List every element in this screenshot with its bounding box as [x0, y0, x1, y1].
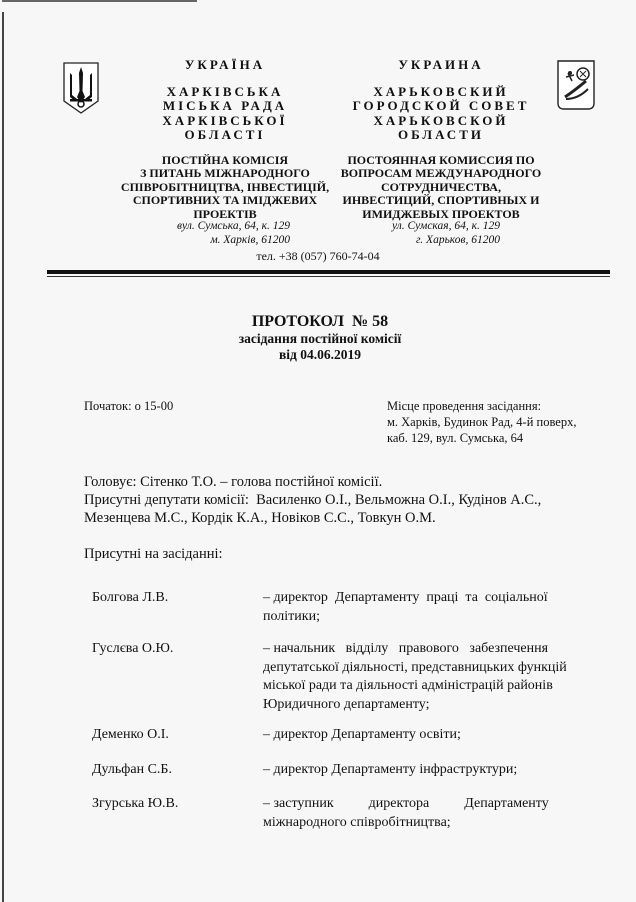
role-line: – директор Департаменту праці та соціальної: [263, 590, 548, 605]
attendee-name: Болгова Л.В.: [92, 590, 169, 605]
commission-ru-line: ПОСТОЯННАЯ КОМИССИЯ ПО: [347, 152, 535, 167]
commission-ua-line: З ПИТАНЬ МІЖНАРОДНОГО: [140, 166, 310, 180]
role-line: – директор Департаменту інфраструктури;: [263, 762, 518, 777]
venue-line: м. Харків, Будинок Рад, 4-й поверх,: [387, 415, 577, 429]
address-ua-line: вул. Сумська, 64, к. 129: [177, 220, 290, 232]
attendee-role: [263, 795, 602, 832]
meeting-start: Початок: о 15-00: [84, 399, 174, 413]
scan-edge-left: [2, 12, 4, 902]
ukraine-trident-icon: [62, 61, 100, 115]
venue-line: каб. 129, вул. Сумська, 64: [387, 431, 524, 445]
country-ru: УКРАИНА: [398, 57, 484, 72]
attendee-role: [263, 640, 602, 714]
council-ru-line: ХАРЬКОВСКОЙ ОБЛАСТИ: [373, 112, 509, 142]
role-line: міської ради та діяльності адміністрацій районів: [263, 678, 553, 694]
deputies-line: Присутні депутати комісії: Василенко О.І., Вельможна О.І., Кудінов А.С.,: [84, 492, 542, 508]
attendee-name: Згурська Ю.В.: [92, 796, 179, 811]
letterhead-divider: [47, 270, 610, 274]
address-ru-line: г. Харьков, 61200: [415, 234, 500, 246]
role-line: міжнародного співробітництва;: [263, 814, 451, 830]
letterhead-ru: [330, 58, 552, 221]
role-line: депутатської діяльності, представницьких функцій: [263, 659, 567, 675]
attendee-name: Гуслєва О.Ю.: [92, 641, 174, 656]
attendee-row: [92, 795, 602, 835]
phone: тел. +38 (057) 760-74-04: [256, 249, 380, 263]
council-ua-line: МІСЬКА РАДА: [162, 98, 288, 113]
meeting-venue: [387, 398, 617, 446]
attendee-name: Дульфан С.Б.: [92, 762, 172, 777]
commission-ru-line: ИНВЕСТИЦИЙ, СПОРТИВНЫХ И: [342, 193, 540, 207]
address-ru-line: ул. Сумская, 64, к. 129: [391, 220, 500, 232]
role-line: – директор Департаменту освіти;: [263, 727, 461, 742]
scan-edge-top: [2, 0, 197, 2]
council-ua-line: ХАРКІВСЬКА: [166, 83, 284, 99]
address-ru: [360, 219, 500, 247]
letterhead-divider-thin: [47, 276, 610, 277]
attendee-row: [92, 589, 602, 629]
protocol-subtitle: засідання постійної комісії: [238, 331, 402, 346]
attendee-role: [263, 589, 602, 626]
protocol-heading: [150, 312, 490, 363]
chair-line: Головує: Сітенко Т.О. – голова постійної комісії.: [84, 474, 383, 490]
attendee-name: Деменко О.І.: [92, 727, 169, 742]
attendee-role: [263, 726, 602, 745]
attendee-role: [263, 761, 602, 780]
present-heading: Присутні на засіданні:: [84, 546, 223, 562]
council-ru-line: ХАРЬКОВСКИЙ: [373, 83, 509, 99]
council-ru-line: ГОРОДСКОЙ СОВЕТ: [352, 98, 530, 113]
council-ua-line: ХАРКІВСЬКОЇ ОБЛАСТІ: [162, 112, 288, 142]
commission-ru-line: ВОПРОСАМ МЕЖДУНАРОДНОГО: [340, 166, 542, 180]
address-ua-line: м. Харків, 61200: [210, 234, 290, 246]
commission-ua-line: ПРОЕКТІВ: [193, 206, 257, 221]
deputies-line: Мезенцева М.С., Кордік К.А., Новіков С.С., Товкун О.М.: [84, 510, 436, 526]
attendance-block: [84, 473, 614, 527]
commission-ua-line: СПІВРОБІТНИЦТВА, ІНВЕСТИЦІЙ,: [120, 179, 330, 194]
attendee-row: [92, 640, 602, 716]
role-line: – заступник директора Департаменту: [263, 796, 549, 811]
commission-ru-line: СОТРУДНИЧЕСТВА,: [381, 179, 501, 194]
letterhead-ua: [120, 58, 330, 221]
venue-label: Місце проведення засідання:: [387, 399, 542, 413]
role-line: – начальник відділу правового забезпечення: [263, 641, 549, 656]
commission-ru-line: ИМИДЖЕВЫХ ПРОЕКТОВ: [362, 206, 520, 221]
protocol-title: ПРОТОКОЛ № 58: [251, 313, 389, 330]
protocol-date: від 04.06.2019: [279, 347, 361, 362]
attendee-row: [92, 761, 602, 781]
commission-ua-line: СПОРТИВНИХ ТА ІМІДЖЕВИХ: [132, 193, 318, 207]
attendee-row: [92, 726, 602, 746]
role-line: політики;: [263, 608, 320, 624]
commission-ua-line: ПОСТІЙНА КОМІСІЯ: [161, 152, 289, 167]
address-ua: [150, 219, 290, 247]
role-line: Юридичного департаменту;: [263, 696, 430, 712]
kharkiv-coat-of-arms-icon: [556, 59, 596, 111]
country-ua: УКРАЇНА: [184, 57, 266, 72]
